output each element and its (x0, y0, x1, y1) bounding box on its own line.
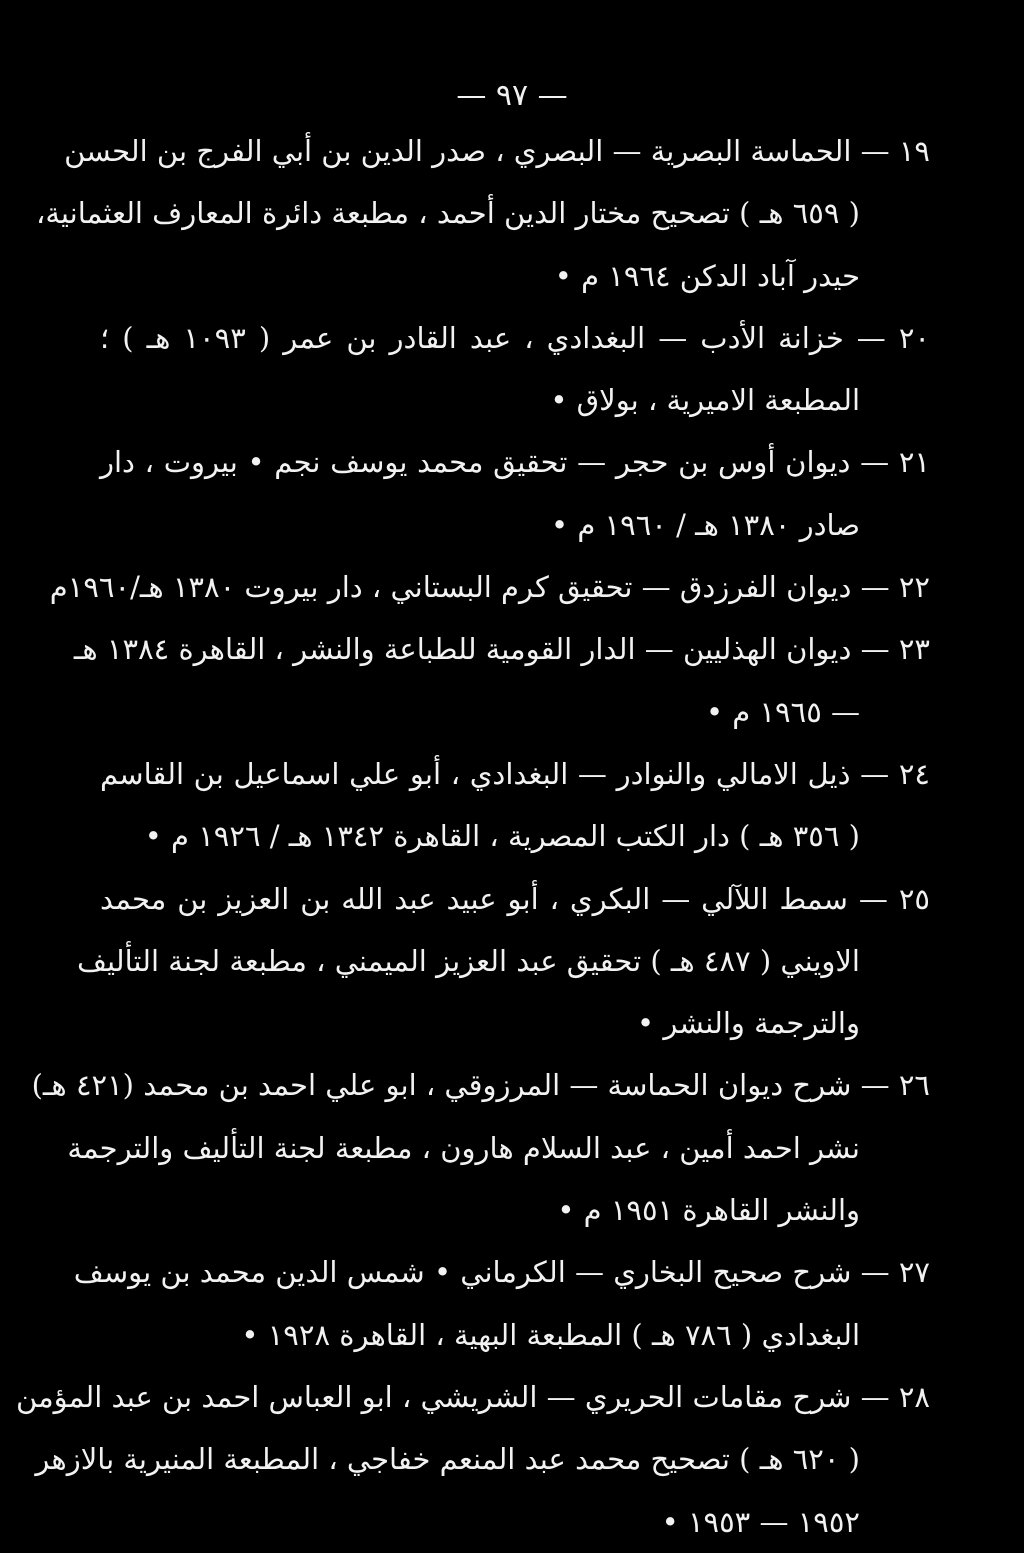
entry-28-line-3: ١٩٥٢ — ١٩٥٣ • (661, 1504, 860, 1539)
entry-27-line-2: البغدادي ( ٧٨٦ هـ ) المطبعة البهية ، القاهرة ١٩٢٨ • (241, 1317, 860, 1352)
entry-28-line-2: ( ٦٢٠ هـ ) تصحيح محمد عبد المنعم خفاجي ، المطبعة المنيرية بالازهر (35, 1442, 860, 1477)
entry-26-line-2: نشر احمد أمين ، عبد السلام هارون ، مطبعة لجنة التأليف والترجمة (67, 1130, 860, 1165)
entry-25-line-1: ٢٥ — سمط اللآلي — البكري ، أبو عبيد عبد الله بن العزيز بن محمد (100, 881, 930, 916)
entry-28-line-1: ٢٨ — شرح مقامات الحريري — الشريشي ، ابو العباس احمد بن عبد المؤمن (16, 1379, 930, 1414)
entry-23-line-2: — ١٩٦٥ م • (705, 694, 860, 729)
entry-25-line-2: الاويني ( ٤٨٧ هـ ) تحقيق عبد العزيز الميمني ، مطبعة لجنة التأليف (76, 943, 860, 978)
entry-22-line-1: ٢٢ — ديوان الفرزدق — تحقيق كرم البستاني ، دار بيروت ١٣٨٠ هـ/١٩٦٠م (49, 570, 930, 605)
entry-27-line-1: ٢٧ — شرح صحيح البخاري — الكرماني • شمس الدين محمد بن يوسف (73, 1255, 930, 1290)
entry-20-line-2: المطبعة الاميرية ، بولاق • (550, 383, 860, 418)
entry-19-line-2: ( ٦٥٩ هـ ) تصحيح مختار الدين أحمد ، مطبعة دائرة المعارف العثمانية، (36, 196, 860, 231)
entry-23-line-1: ٢٣ — ديوان الهذليين — الدار القومية للطباعة والنشر ، القاهرة ١٣٨٤ هـ (73, 632, 930, 667)
entry-19-line-3: حيدر آباد الدكن ١٩٦٤ م • (554, 258, 860, 293)
entry-20-line-1: ٢٠ — خزانة الأدب — البغدادي ، عبد القادر بن عمر ( ١٠٩٣ هـ ) ؛ (100, 320, 930, 355)
bibliography-list (16, 120, 930, 1553)
entry-26-line-1: ٢٦ — شرح ديوان الحماسة — المرزوقي ، ابو علي احمد بن محمد (٤٢١ هـ) (31, 1068, 930, 1103)
entry-21-line-1: ٢١ — ديوان أوس بن حجر — تحقيق محمد يوسف نجم • بيروت ، دار (100, 445, 930, 480)
entry-19-line-1: ١٩ — الحماسة البصرية — البصري ، صدر الدين بن أبي الفرج بن الحسن (64, 134, 930, 168)
entry-25-line-3: والترجمة والنشر • (637, 1006, 860, 1041)
entry-21-line-2: صادر ١٣٨٠ هـ / ١٩٦٠ م • (551, 507, 860, 542)
entry-24-line-1: ٢٤ — ذيل الامالي والنوادر — البغدادي ، أبو علي اسماعيل بن القاسم (100, 756, 930, 791)
entry-24-line-2: ( ٣٥٦ هـ ) دار الكتب المصرية ، القاهرة ١٣٤٢ هـ / ١٩٢٦ م • (144, 819, 860, 854)
page-number: — ٩٧ — (456, 78, 568, 113)
entry-26-line-3: والنشر القاهرة ١٩٥١ م • (557, 1193, 860, 1228)
